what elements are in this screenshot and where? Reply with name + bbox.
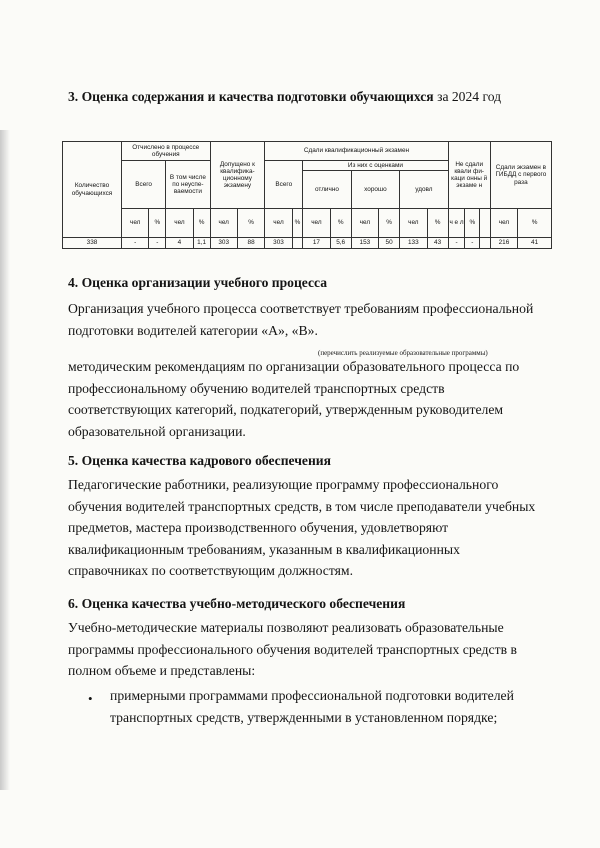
unit-cell: чел	[351, 209, 378, 238]
section-5-heading: 5. Оценка качества кадрового обеспечения	[68, 453, 331, 468]
section-3-number: 3.	[68, 89, 79, 104]
paragraph-line: обучения водителей транспортных средств, в том числе преподаватели учебных	[68, 498, 536, 514]
unit-cell: чел	[490, 209, 517, 238]
paragraph-line: программы профессионального обучения водителей транспортных средств в	[68, 641, 517, 657]
section-6-paragraph	[68, 617, 538, 682]
programs-footnote: (перечислить реализуемые образовательные программы)	[318, 349, 488, 357]
unit-cell: чел	[400, 209, 427, 238]
paragraph-line: образовательной организации.	[68, 423, 246, 439]
data-cell: 50	[379, 238, 400, 249]
header-gibdd: Сдали экзамен в ГИБДД с первого раза	[490, 142, 551, 209]
section-3-year: за 2024 год	[437, 89, 502, 104]
section-4-paragraph-top	[68, 298, 538, 341]
section-4-heading: 4. Оценка организации учебного процесса	[68, 275, 328, 290]
data-cell: 303	[265, 238, 292, 249]
data-cell: -	[448, 238, 465, 249]
paragraph-line: Учебно-методические материалы позволяют реализовать образовательные	[68, 620, 504, 635]
unit-cell: чел	[122, 209, 149, 238]
header-excellent: отлично	[303, 171, 351, 209]
paragraph-line: соответствующих категорий, подкатегорий, утвержденным руководителем	[68, 402, 504, 418]
table-data-row	[63, 238, 552, 249]
section-3-heading	[68, 89, 501, 105]
unit-cell: %	[330, 209, 351, 238]
table-units-row	[63, 209, 552, 238]
bullet-icon: •	[88, 691, 93, 706]
data-cell: -	[122, 238, 149, 249]
data-cell: 5,6	[330, 238, 351, 249]
data-cell: 1,1	[193, 238, 210, 249]
header-admitted: Допущено к квалифика-ционному экзамену	[210, 142, 265, 209]
data-cell: 43	[427, 238, 448, 249]
data-cell	[480, 238, 491, 249]
unit-cell-vertical: ч е л	[448, 209, 465, 238]
section-4-paragraph-bottom	[68, 356, 538, 442]
header-passed: Сдали квалификационный экзамен	[265, 142, 448, 161]
table-header-row-1	[63, 142, 552, 161]
scan-edge-shadow	[0, 130, 10, 790]
header-satisfactory: удовл	[400, 171, 448, 209]
header-grades: Из них с оценками	[303, 161, 448, 171]
paragraph-line: полном объеме и представлены:	[68, 663, 256, 679]
header-expelled-total: Всего	[122, 161, 166, 209]
data-cell: 88	[237, 238, 264, 249]
bullet-item	[110, 685, 550, 728]
unit-cell: %	[237, 209, 264, 238]
unit-cell: %	[465, 209, 480, 238]
data-cell: 338	[63, 238, 122, 249]
paragraph-line: профессиональному обучению водителей транспортных средств	[68, 380, 445, 396]
training-results-table	[62, 141, 552, 249]
data-cell: 216	[490, 238, 517, 249]
unit-cell: %	[427, 209, 448, 238]
bullet-line: примерными программами профессиональной подготовки водителей	[110, 688, 514, 703]
data-cell: 4	[166, 238, 193, 249]
data-cell	[292, 238, 303, 249]
data-cell: -	[149, 238, 166, 249]
section-5-paragraph	[68, 474, 538, 582]
unit-cell: %	[292, 209, 303, 238]
unit-cell: чел	[210, 209, 237, 238]
header-expelled-incl: В том числе по неуспе-ваемости	[166, 161, 210, 209]
data-cell: 153	[351, 238, 378, 249]
header-failed: Не сдали квали фи-каци онны й экзаме н	[448, 142, 490, 209]
paragraph-line: подготовки водителей категории «А», «В».	[68, 322, 318, 338]
unit-cell: чел	[303, 209, 330, 238]
data-cell: 17	[303, 238, 330, 249]
data-cell: 303	[210, 238, 237, 249]
header-count: Количество обучающихся	[63, 142, 122, 238]
data-cell: -	[465, 238, 480, 249]
data-cell: 133	[400, 238, 427, 249]
paragraph-line: справочниках по соответствующим должностям.	[68, 563, 354, 579]
data-cell: 41	[518, 238, 552, 249]
header-passed-total: Всего	[265, 161, 303, 209]
unit-cell: чел	[166, 209, 193, 238]
unit-cell	[480, 209, 491, 238]
paragraph-line: квалификационным требованиям, указанным в квалификационных	[68, 541, 460, 557]
section-6-heading: 6. Оценка качества учебно-методического обеспечения	[68, 596, 406, 611]
unit-cell: чел	[265, 209, 292, 238]
unit-cell: %	[518, 209, 552, 238]
paragraph-line: Педагогические работники, реализующие программу профессионального	[68, 477, 499, 492]
paragraph-line: Организация учебного процесса соответствует требованиям профессиональной	[68, 301, 534, 316]
bullet-line: транспортных средств, утвержденными в установленном порядке;	[110, 709, 498, 725]
section-3-title: Оценка содержания и качества подготовки обучающихся	[81, 89, 434, 104]
header-good: хорошо	[351, 171, 399, 209]
unit-cell: %	[149, 209, 166, 238]
unit-cell: %	[193, 209, 210, 238]
header-expelled: Отчислено в процессе обучения	[122, 142, 211, 161]
paragraph-line: предметов, мастера производственного обучения, удовлетворяют	[68, 520, 449, 536]
unit-cell: %	[379, 209, 400, 238]
paragraph-line: методическим рекомендациям по организации образовательного процесса по	[68, 359, 520, 374]
